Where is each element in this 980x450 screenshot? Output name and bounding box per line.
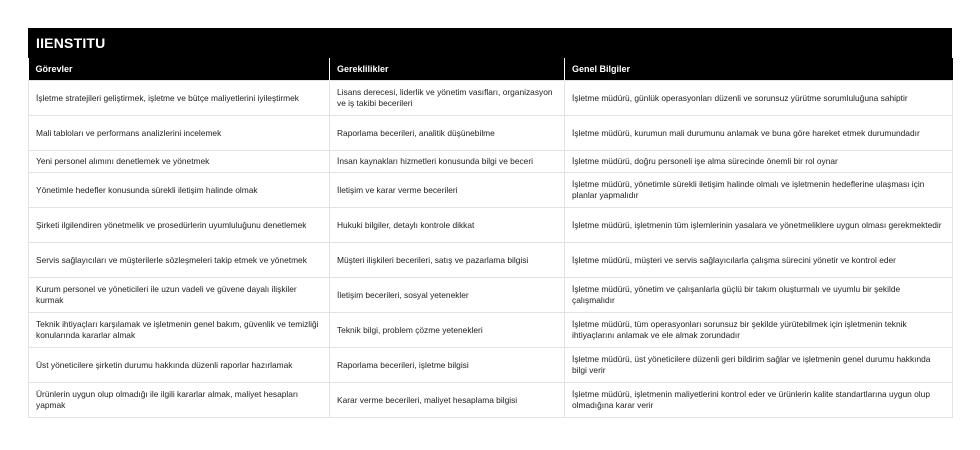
table-cell: Raporlama becerileri, işletme bilgisi	[330, 348, 565, 383]
table-cell: Şirketi ilgilendiren yönetmelik ve prosedürlerin uyumluluğunu denetlemek	[29, 208, 330, 243]
table-cell: Teknik ihtiyaçları karşılamak ve işletmenin genel bakım, güvenlik ve temizliği konularında kararlar almak	[29, 313, 330, 348]
table-cell: İşletme müdürü, işletmenin maliyetlerini kontrol eder ve ürünlerin kalite standartlarına uygun olup olmadığına karar verir	[565, 383, 953, 418]
table-cell: İşletme müdürü, doğru personeli işe alma sürecinde önemli bir rol oynar	[565, 151, 953, 173]
brand-title: IIENSTITU	[28, 28, 952, 58]
table-cell: Kurum personel ve yöneticileri ile uzun vadeli ve güvene dayalı ilişkiler kurmak	[29, 278, 330, 313]
table-row	[29, 313, 953, 348]
table-cell: İletişim becerileri, sosyal yetenekler	[330, 278, 565, 313]
table-cell: Lisans derecesi, liderlik ve yönetim vasıfları, organizasyon ve iş takibi becerileri	[330, 81, 565, 116]
column-header-requirements: Gereklilikler	[330, 58, 565, 81]
table-row	[29, 81, 953, 116]
table-cell: Yeni personel alımını denetlemek ve yönetmek	[29, 151, 330, 173]
table-row	[29, 116, 953, 151]
table-cell: İşletme müdürü, üst yöneticilere düzenli geri bildirim sağlar ve işletmenin genel durumu hakkında bilgi verir	[565, 348, 953, 383]
table-cell: İşletme müdürü, yönetimle sürekli iletişim halinde olmalı ve işletmenin hedeflerine ulaşması için planlar yapmalıdır	[565, 173, 953, 208]
table-cell: Servis sağlayıcıları ve müşterilerle sözleşmeleri takip etmek ve yönetmek	[29, 243, 330, 278]
table-cell: Karar verme becerileri, maliyet hesaplama bilgisi	[330, 383, 565, 418]
table-header-row	[29, 58, 953, 81]
table-cell: Raporlama becerileri, analitik düşünebilme	[330, 116, 565, 151]
table-cell: Üst yöneticilere şirketin durumu hakkında düzenli raporlar hazırlamak	[29, 348, 330, 383]
table-cell: İşletme müdürü, kurumun mali durumunu anlamak ve buna göre hareket etmek durumundadır	[565, 116, 953, 151]
table-row	[29, 348, 953, 383]
table-row	[29, 383, 953, 418]
table-cell: Hukuki bilgiler, detaylı kontrole dikkat	[330, 208, 565, 243]
duties-table	[28, 58, 953, 418]
table-row	[29, 278, 953, 313]
table-cell: İşletme müdürü, müşteri ve servis sağlayıcılarla çalışma sürecini yönetir ve kontrol eder	[565, 243, 953, 278]
table-cell: İşletme müdürü, tüm operasyonları sorunsuz bir şekilde yürütebilmek için işletmenin teknik ihtiyaçlarını anlamak ve ele almak zorundadır	[565, 313, 953, 348]
table-cell: İşletme stratejileri geliştirmek, işletme ve bütçe maliyetlerini iyileştirmek	[29, 81, 330, 116]
table-row	[29, 208, 953, 243]
table-row	[29, 151, 953, 173]
table-cell: Mali tabloları ve performans analizlerini incelemek	[29, 116, 330, 151]
table-cell: Teknik bilgi, problem çözme yetenekleri	[330, 313, 565, 348]
table-cell: İşletme müdürü, işletmenin tüm işlemlerinin yasalara ve yönetmeliklere uygun olması gerekmektedir	[565, 208, 953, 243]
table-row	[29, 173, 953, 208]
table-cell: İletişim ve karar verme becerileri	[330, 173, 565, 208]
table-cell: Müşteri ilişkileri becerileri, satış ve pazarlama bilgisi	[330, 243, 565, 278]
table-row	[29, 243, 953, 278]
table-cell: İşletme müdürü, yönetim ve çalışanlarla güçlü bir takım oluşturmalı ve uyumlu bir şekilde çalışmalıdır	[565, 278, 953, 313]
table-cell: Yönetimle hedefler konusunda sürekli iletişim halinde olmak	[29, 173, 330, 208]
table-cell: Ürünlerin uygun olup olmadığı ile ilgili kararlar almak, maliyet hesapları yapmak	[29, 383, 330, 418]
column-header-general-info: Genel Bilgiler	[565, 58, 953, 81]
content-card	[28, 28, 952, 418]
column-header-duties: Görevler	[29, 58, 330, 81]
table-cell: İnsan kaynakları hizmetleri konusunda bilgi ve beceri	[330, 151, 565, 173]
table-cell: İşletme müdürü, günlük operasyonları düzenli ve sorunsuz yürütme sorumluluğuna sahiptir	[565, 81, 953, 116]
